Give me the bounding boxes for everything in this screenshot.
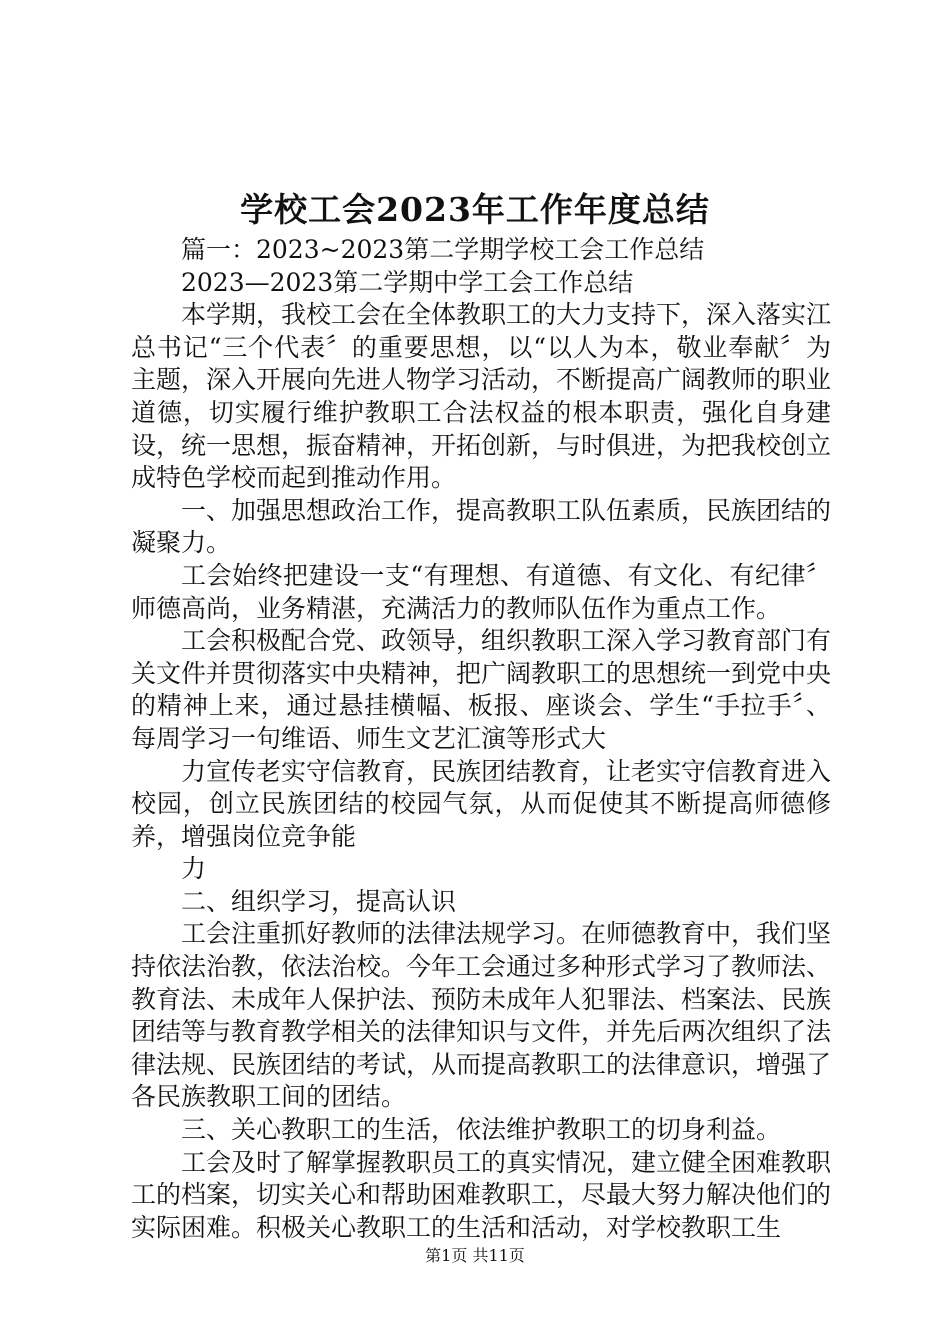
body-paragraph: 篇一：2023~2023第二学期学校工会工作总结	[181, 235, 705, 264]
document-title: 学校工会2023年工作年度总结	[240, 190, 710, 229]
section-heading: 三、关心教职工的生活，依法维护教职工的切身利益。	[181, 1115, 782, 1145]
page-footer: 第1页 共11页	[425, 1246, 525, 1265]
body-paragraph: 工会积极配合党、政领导，组织教职工深入学习教育部门有关文件并贯彻落实中央精神，把广阔教职工的思想统一到党中央的精神上来，通过悬挂横幅、板报、座谈会、学生“手拉手〞、每周学习一句维语、师生文艺汇演等形式大	[131, 626, 832, 753]
body-paragraph: 工会始终把建设一支“有理想、有道德、有文化、有纪律〞师德高尚，业务精湛，充满活力的教师队伍作为重点工作。	[131, 560, 831, 623]
section-heading: 二、组织学习，提高认识	[181, 886, 457, 916]
body-paragraph: 力	[181, 854, 207, 884]
body-paragraph: 本学期，我校工会在全体教职工的大力支持下，深入落实江总书记“三个代表〞的重要思想，以“以人为本，敬业奉献〞为主题，深入开展向先进人物学习活动，不断提高广阔教师的职业道德，切实履行维护教职工合法权益的根本职责，强化自身建设，统一思想，振奋精神，开拓创新，与时俱进，为把我校创立成特色学校而起到推动作用。	[131, 300, 832, 493]
body-paragraph: 2023—2023第二学期中学工会工作总结	[181, 267, 634, 297]
document-body	[131, 234, 831, 1244]
body-paragraph: 力宣传老实守信教育，民族团结教育，让老实守信教育进入校园，创立民族团结的校园气氛，从而促使其不断提高师德修养，增强岗位竞争能	[131, 756, 832, 851]
section-heading: 一、加强思想政治工作，提高教职工队伍素质，民族团结的凝聚力。	[131, 495, 832, 558]
body-paragraph: 工会及时了解掌握教职员工的真实情况，建立健全困难教职工的档案，切实关心和帮助困难教职工，尽最大努力解决他们的实际困难。积极关心教职工的生活和活动，对学校教职工生	[131, 1147, 832, 1242]
body-paragraph: 工会注重抓好教师的法律法规学习。在师德教育中，我们坚持依法治教，依法治校。今年工会通过多种形式学习了教师法、教育法、未成年人保护法、预防未成年人犯罪法、档案法、民族团结等与教育教学相关的法律知识与文件，并先后两次组织了法律法规、民族团结的考试，从而提高教职工的法律意识，增强了各民族教职工间的团结。	[131, 919, 832, 1112]
